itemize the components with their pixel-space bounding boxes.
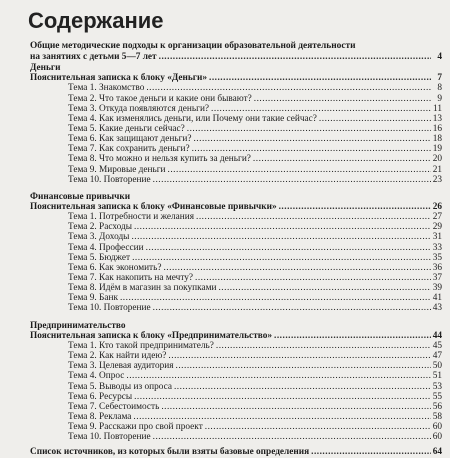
block-note-entry[interactable] [30,202,442,212]
table-of-contents [30,41,442,457]
topic-entry[interactable] [30,371,442,381]
leader-dots [131,232,431,242]
topic-entry[interactable] [30,402,442,412]
topic-entry[interactable] [30,144,442,154]
page-number: 20 [432,154,442,165]
topic-entry-label: Тема 7. Себестоимость [68,401,160,412]
topic-entry[interactable] [30,303,442,313]
leader-dots [253,154,431,164]
leader-dots [196,212,431,222]
topic-entry[interactable] [30,175,442,185]
page-number: 8 [437,83,442,94]
leader-dots [279,202,431,212]
page-number: 33 [432,242,442,253]
page-number: 45 [432,340,442,351]
page-number: 16 [432,124,442,135]
leader-dots [192,144,431,154]
block-note-entry[interactable] [30,73,442,83]
topic-entry-label: Тема 10. Повторение [68,303,151,314]
topic-entry[interactable] [30,392,442,402]
page-number: 31 [432,232,442,243]
leader-dots [133,412,431,422]
section-heading: Финансовые привычки [30,191,131,202]
leader-dots [311,447,431,457]
leader-dots [195,273,431,283]
leader-dots [153,432,431,442]
section-heading: Предпринимательство [30,320,126,331]
page-number: 13 [432,113,442,124]
topic-entry-label: Тема 6. Ресурсы [68,391,133,402]
topic-entry-label: Тема 4. Опрос [68,371,125,382]
leader-dots [153,175,431,185]
block-note-entry-label: Пояснительная записка к блоку «Деньги» [30,73,207,84]
intro-line-2: на занятиях с детьми 5—7 лет [30,52,157,62]
topic-entry-label: Тема 2. Как найти идею? [68,351,167,362]
page-number: 7 [437,73,442,84]
page-number: 19 [432,144,442,155]
page-number: 11 [433,103,442,114]
topic-entry[interactable] [30,253,442,263]
topic-entry[interactable] [30,154,442,164]
page-number: 39 [432,283,442,294]
topic-entry-label: Тема 3. Откуда появляются деньги? [68,103,210,114]
leader-dots [168,351,431,361]
page-number: 21 [432,164,442,175]
topic-entry[interactable] [30,222,442,232]
page-number: 43 [432,303,442,314]
topic-entry[interactable] [30,104,442,114]
topic-entry[interactable] [30,232,442,242]
page-number: 41 [432,293,442,304]
page-number: 29 [432,222,442,233]
leader-dots [176,361,431,371]
topic-entry-label: Тема 7. Как накопить на мечту? [68,273,194,284]
topic-entry-label: Тема 3. Целевая аудитория [68,361,174,372]
topic-entry-label: Тема 6. Как экономить? [68,262,162,273]
leader-dots [274,331,431,341]
topic-entry-label: Тема 8. Идём в магазин за покупками [68,283,217,294]
page-number: 37 [432,273,442,284]
topic-entry-label: Тема 3. Доходы [68,232,130,243]
topic-entry-label: Тема 1. Кто такой предприниматель? [68,340,214,351]
topic-entry[interactable] [30,94,442,104]
page-number: 64 [432,447,442,458]
topic-entry-label: Тема 1. Знакомство [68,83,145,94]
leader-dots [211,104,431,114]
leader-dots [159,52,431,62]
page-number: 55 [432,391,442,402]
page-title: Содержание [28,8,164,33]
topic-entry-label: Тема 4. Профессии [68,242,144,253]
leader-dots [163,263,431,273]
topic-entry-label: Тема 2. Что такое деньги и какие они бывают? [68,93,252,104]
topic-entry-label: Тема 5. Выводы из опроса [68,381,172,392]
topic-entry[interactable] [30,432,442,442]
page-number: 36 [432,262,442,273]
leader-dots [218,283,431,293]
page-number: 26 [432,202,442,213]
sources-label: Список источников, из которых были взяты базовые определения [30,447,310,458]
topic-entry[interactable] [30,293,442,303]
leader-dots [146,83,431,93]
topic-entry[interactable] [30,361,442,371]
topic-entry-label: Тема 8. Реклама [68,411,132,422]
topic-entry-label: Тема 5. Бюджет [68,252,131,263]
leader-dots [254,94,431,104]
page-number: 9 [437,93,442,104]
topic-entry-label: Тема 5. Какие деньги сейчас? [68,124,185,135]
leader-dots [319,114,431,124]
page-number: 60 [432,422,442,433]
topic-entry-label: Тема 9. Расскажи про свой проект [68,422,203,433]
leader-dots [134,222,431,232]
topic-entry[interactable] [30,243,442,253]
topic-entry-label: Тема 6. Как защищают деньги? [68,134,192,145]
leader-dots [161,402,431,412]
topic-entry[interactable] [30,283,442,293]
page-number: 56 [432,401,442,412]
topic-entry-label: Тема 4. Как изменялись деньги, или Почему они такие сейчас? [68,113,317,124]
topic-entry-label: Тема 2. Расходы [68,222,132,233]
block-note-entry[interactable] [30,331,442,341]
leader-dots [216,341,431,351]
leader-dots [205,422,431,432]
leader-dots [187,124,431,134]
block-note-entry-label: Пояснительная записка к блоку «Предпринимательство» [30,330,273,341]
page-number: 18 [432,134,442,145]
leader-dots [193,134,431,144]
leader-dots [146,243,431,253]
topic-entry[interactable] [30,114,442,124]
topic-entry[interactable] [30,422,442,432]
toc-sections [30,63,442,442]
topic-entry[interactable] [30,341,442,351]
page-number: 35 [432,252,442,263]
topic-entry[interactable] [30,412,442,422]
topic-entry[interactable] [30,134,442,144]
leader-dots [126,371,431,381]
intro-entry[interactable] [30,41,442,62]
leader-dots [209,73,431,83]
leader-dots [132,253,431,263]
topic-entry-label: Тема 9. Банк [68,293,118,304]
topic-entry-label: Тема 8. Что можно и нельзя купить за деньги? [68,154,251,165]
page-number: 58 [432,411,442,422]
topic-entry[interactable] [30,351,442,361]
page-number: 50 [432,361,442,372]
page-number: 51 [432,371,442,382]
intro-line-1: Общие методические подходы к организации образовательной деятельности [30,41,356,51]
topic-entry[interactable] [30,83,442,93]
page-number: 23 [432,174,442,185]
topic-entry[interactable] [30,263,442,273]
topic-entry[interactable] [30,273,442,283]
topic-entry[interactable] [30,212,442,222]
topic-entry-label: Тема 7. Как сохранить деньги? [68,144,190,155]
page-number: 44 [432,330,442,341]
page-number: 27 [432,212,442,223]
page-number: 53 [432,381,442,392]
leader-dots [168,165,431,175]
leader-dots [120,293,431,303]
topic-entry[interactable] [30,124,442,134]
topic-entry-label: Тема 1. Потребности и желания [68,212,195,223]
leader-dots [134,392,431,402]
topic-entry-label: Тема 10. Повторение [68,174,151,185]
page-number: 47 [432,351,442,362]
leader-dots [174,382,431,392]
page-number: 4 [437,52,442,62]
block-note-entry-label: Пояснительная записка к блоку «Финансовые привычки» [30,202,277,213]
topic-entry[interactable] [30,382,442,392]
page-number: 60 [432,432,442,443]
topic-entry-label: Тема 10. Повторение [68,432,151,443]
section-heading: Деньги [30,63,61,74]
topic-entry[interactable] [30,165,442,175]
sources-entry[interactable] [30,447,442,457]
leader-dots [153,303,431,313]
topic-entry-label: Тема 9. Мировые деньги [68,164,166,175]
